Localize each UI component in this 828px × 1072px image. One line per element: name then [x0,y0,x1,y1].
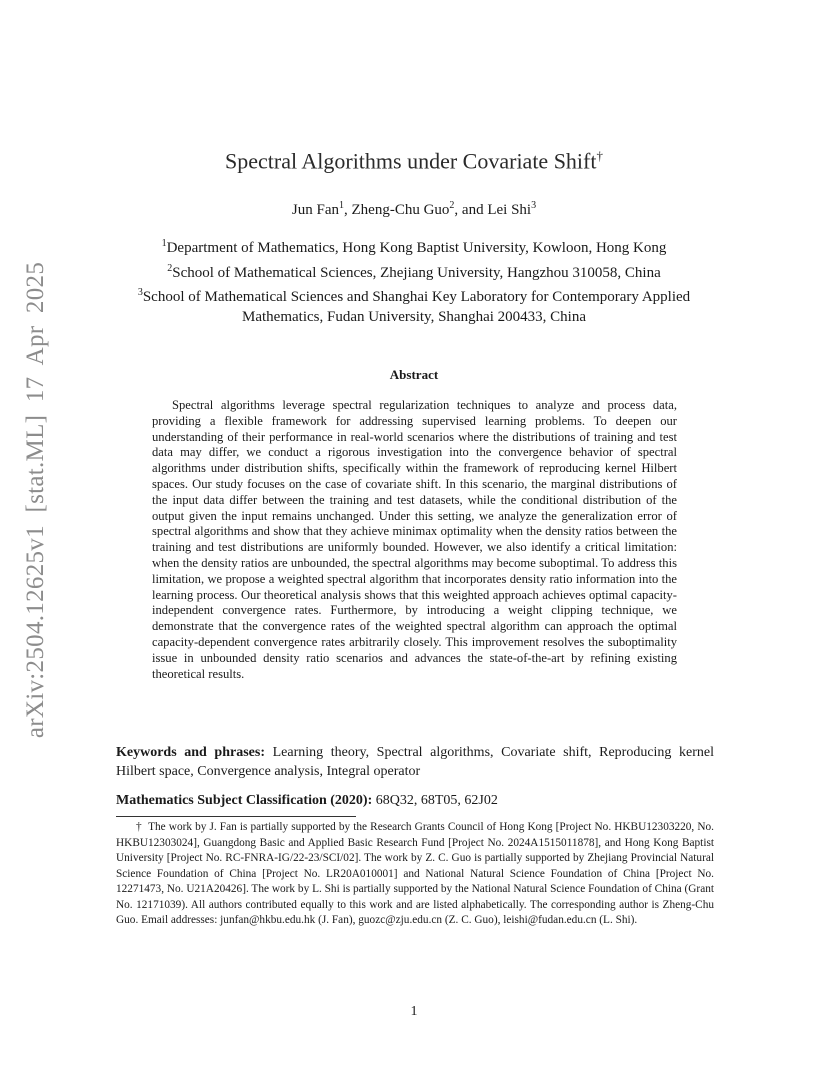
affiliation-list [100,234,728,327]
author-affiliation-mark: 3 [531,200,537,211]
paper-title-text: Spectral Algorithms under Covariate Shift [225,148,597,174]
title-footnote-mark: † [596,148,603,163]
author-name: Lei Shi [487,202,532,218]
footnote-divider [116,816,356,817]
paper-title [0,148,828,174]
abstract-body: Spectral algorithms leverage spectral regularization techniques to analyze and process data, providing a flexible framework for addressing supervised learning problems. To deepen our understanding of their performance in real-world scenarios where the distributions of training and test data may differ, we conduct a rigorous investigation into the convergence behavior of spectral algorithms under distribution shifts, specifically within the framework of reproducing kernel Hilbert spaces. Our study focuses on the case of covariate shift. In this scenario, the marginal distributions of the input data differ between the training and test datasets, while the conditional distribution of the output given the input remains unchanged. Under this setting, we analyze the generalization error of spectral algorithms and show that they achieve minimax optimality when the density ratios between the training and test distributions are uniformly bounded. However, we also identify a critical limitation: when the density ratios are unbounded, the spectral algorithms may become suboptimal. To address this limitation, we propose a weighted spectral algorithm that incorporates density ratio information into the learning process. Our theoretical analysis shows that this weighted approach achieves optimal capacity-independent convergence rates. Furthermore, by introducing a weight clipping technique, we demonstrate that the convergence rates of the weighted spectral algorithm can approach the optimal capacity-dependent convergence rates arbitrarily closely. This improvement resolves the suboptimality issue in unbounded density ratio scenarios and advances the state-of-the-art by refining existing theoretical results. [152,398,677,681]
affiliation-text: Department of Mathematics, Hong Kong Baptist University, Kowloon, Hong Kong [166,240,667,256]
funding-footnote [116,820,714,929]
affiliation-text: School of Mathematical Sciences and Shanghai Key Laboratory for Contemporary Applied Mathematics, Fudan University, Shanghai 200433, China [142,289,691,325]
arxiv-identifier-stamp: arXiv:2504.12625v1 [stat.ML] 17 Apr 2025 [22,261,49,739]
author-separator: , and [454,202,488,218]
affiliation-mark: 3 [137,287,143,298]
abstract-heading: Abstract [389,367,439,382]
affiliation [100,283,728,327]
keywords-label: Keywords and phrases: [116,745,265,760]
author-separator: , [344,202,352,218]
affiliation [100,234,728,259]
author-list [0,200,828,219]
affiliation-text: School of Mathematical Sciences, Zhejiang University, Hangzhou 310058, China [172,264,661,281]
keywords-text: Learning theory, Spectral algorithms, Covariate shift, Reproducing kernel Hilbert space, Convergence analysis, Integral operator [116,745,715,779]
affiliation [100,259,728,284]
keywords-section [116,743,714,781]
msc-label: Mathematics Subject Classification (2020): [116,793,373,808]
msc-codes: 68Q32, 68T05, 62J02 [375,793,498,808]
footnote-mark: † [136,821,142,833]
author-name: Jun Fan [291,202,339,218]
footnote-text: The work by J. Fan is partially supported by the Research Grants Council of Hong Kong [Project No. HKBU12303220, No. HKBU12303024], Guangdong Basic and Applied Basic Research Fund [Project No. 2024A1515011878], and Hong Kong Baptist University [Project No. RC-FNRA-IG/22-23/SCI/02]. The work by Z. C. Guo is partially supported by Zhejiang Provincial Natural Science Foundation of China [Project No. LR20A010001] and National Natural Science Foundation of China [Project No. 12271473, No. U21A20426]. The work by L. Shi is partially supported by the National Natural Science Foundation of China (Grant No. 12171039). All authors contributed equally to this work and are listed alphabetically. The corresponding author is Zheng-Chu Guo. Email addresses: junfan@hkbu.edu.hk (J. Fan), guozc@zju.edu.cn (Z. C. Guo), leishi@fudan.edu.cn (L. Shi). [116,821,714,926]
affiliation-mark: 2 [167,262,173,274]
msc-section [116,791,714,810]
author-name: Zheng-Chu Guo [351,202,450,218]
author-affiliation-mark: 1 [339,200,344,211]
affiliation-mark: 1 [161,238,167,249]
author-affiliation-mark: 2 [449,200,455,211]
page-number: 1 [410,1004,418,1019]
